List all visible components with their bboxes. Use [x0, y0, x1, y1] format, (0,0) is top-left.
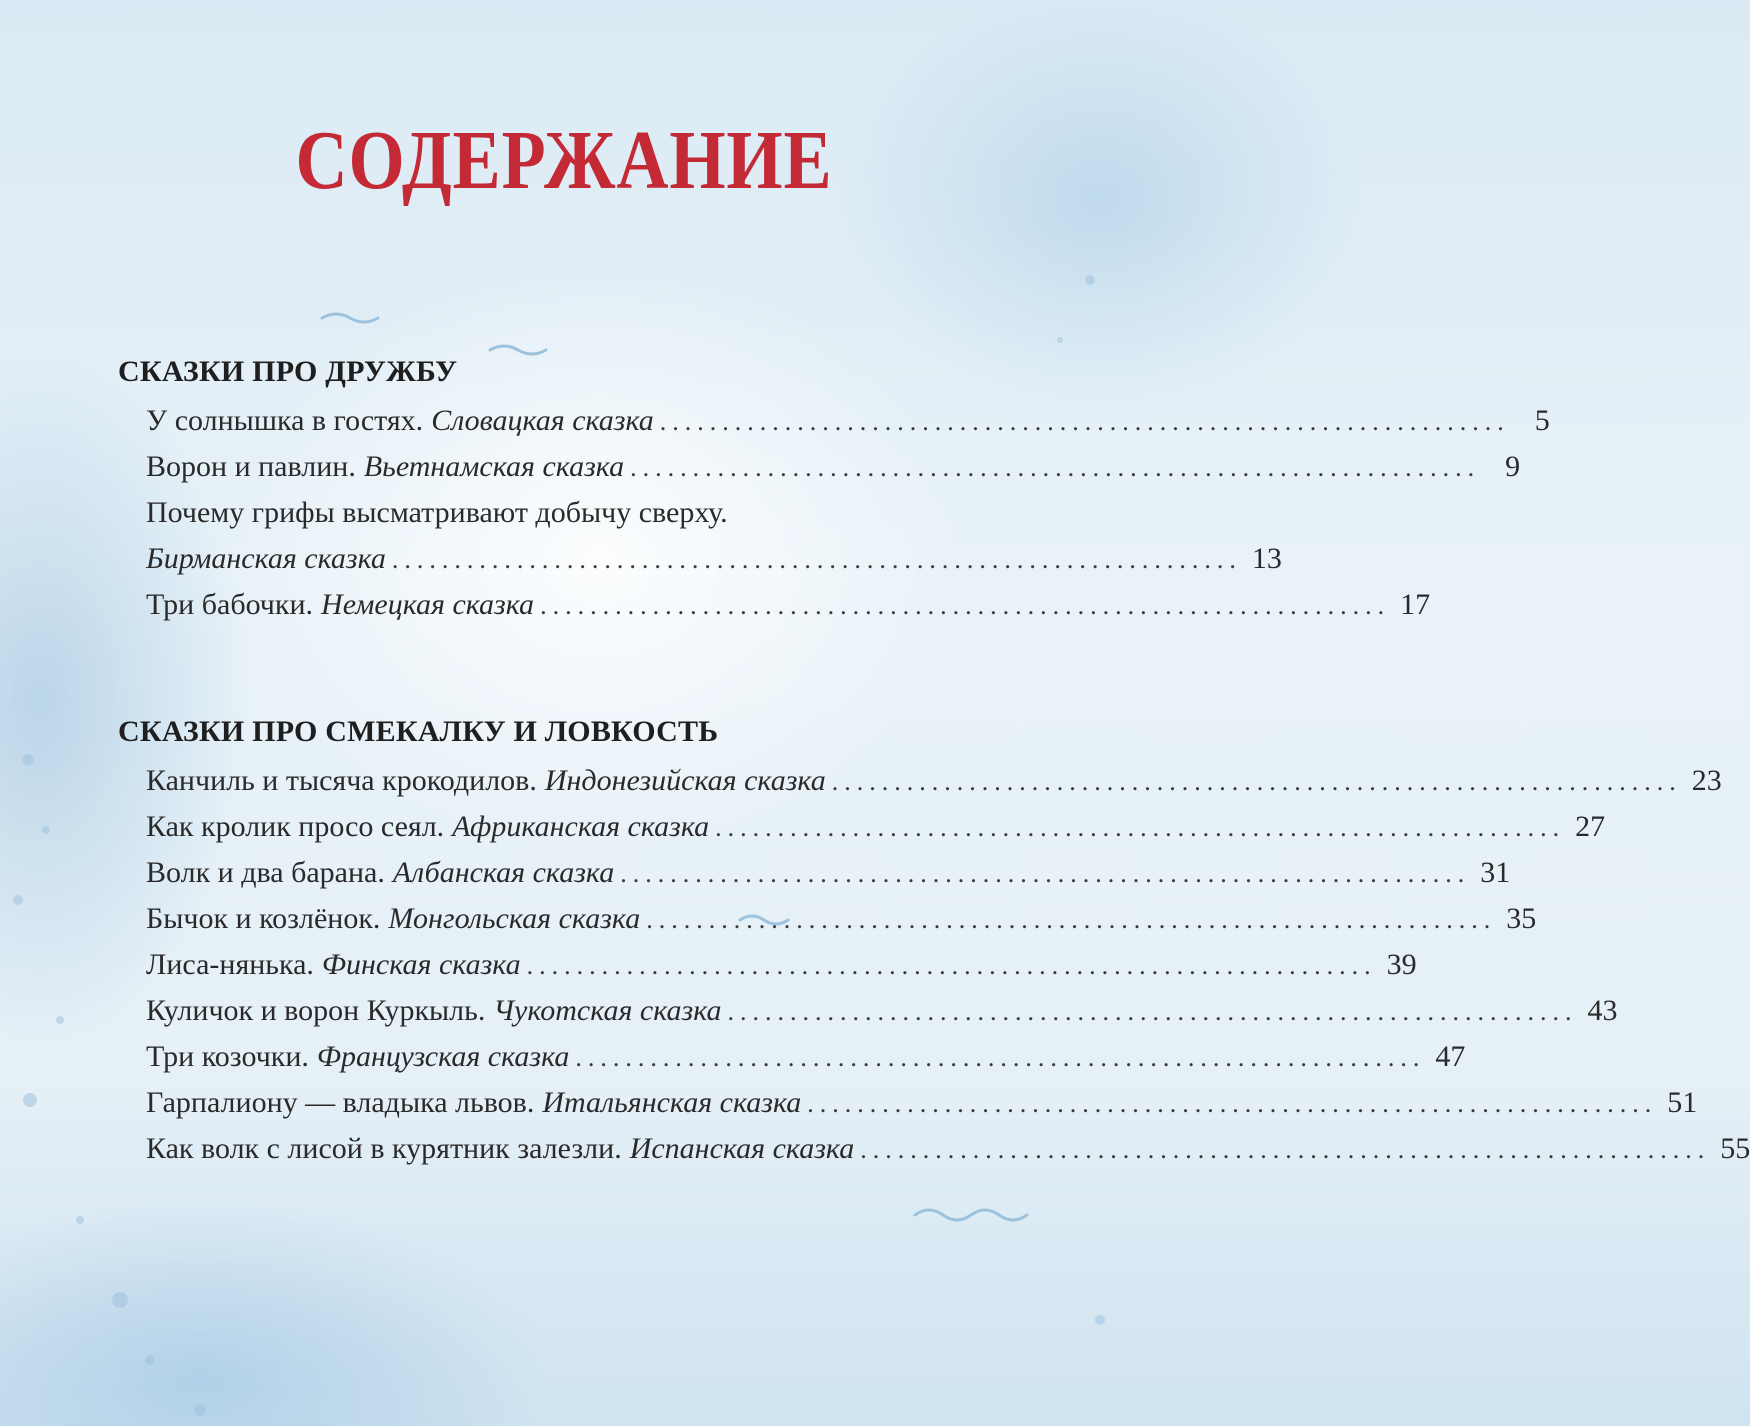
toc-entry[interactable] [146, 758, 1722, 804]
entry-title: Бычок и козлёнок. [146, 902, 381, 935]
entry-page: 35 [1506, 902, 1537, 935]
entry-origin: Африканская сказка [452, 810, 710, 843]
wave-ornament [915, 1210, 1027, 1220]
entry-origin: Испанская сказка [629, 1132, 855, 1165]
dot-leader: .................................................................... [620, 859, 1471, 888]
entry-title: Гарпалиону — владыка львов. [146, 1086, 535, 1119]
entry-title: Три козочки. [146, 1040, 309, 1073]
toc-section-wit [118, 710, 1750, 1172]
toc-entry[interactable] [146, 444, 1521, 490]
toc-entry[interactable] [146, 536, 1282, 582]
dot-leader: .................................................................... [630, 453, 1481, 482]
dot-leader: .................................................................... [646, 905, 1497, 934]
entry-title: Волк и два барана. [146, 856, 385, 889]
dot-leader: .................................................................... [575, 1043, 1426, 1072]
entry-page: 23 [1691, 764, 1722, 797]
entry-origin: Монгольская сказка [388, 902, 641, 935]
entry-page: 9 [1505, 450, 1521, 483]
entry-title: Канчиль и тысяча крокодилов. [146, 764, 537, 797]
toc-entry[interactable] [146, 1034, 1466, 1080]
entry-page: 17 [1400, 588, 1431, 621]
toc-entry[interactable] [146, 1126, 1750, 1172]
entry-origin: Индонезийская сказка [544, 764, 826, 797]
dot-leader: .................................................................... [727, 997, 1578, 1026]
page-title: СОДЕРЖАНИЕ [295, 114, 833, 207]
entry-page: 43 [1587, 994, 1618, 1027]
entry-title: У солнышка в гостях. [146, 404, 424, 437]
entry-page: 27 [1575, 810, 1606, 843]
entry-page: 13 [1251, 542, 1282, 575]
entry-title: Лиса-нянька. [146, 948, 314, 981]
section-heading: СКАЗКИ ПРО СМЕКАЛКУ И ЛОВКОСТЬ [118, 715, 719, 748]
toc-entry[interactable] [146, 988, 1618, 1034]
toc-entry[interactable] [146, 850, 1511, 896]
entry-origin: Бирманская сказка [146, 542, 386, 575]
toc-entry[interactable] [146, 804, 1606, 850]
entry-page: 39 [1386, 948, 1417, 981]
toc-entry[interactable] [146, 896, 1537, 942]
dot-leader: .................................................................... [860, 1135, 1711, 1164]
entry-page: 5 [1534, 404, 1550, 437]
entry-origin: Вьетнамская сказка [363, 450, 625, 483]
toc-entry[interactable] [146, 582, 1431, 628]
toc-section-friendship [118, 350, 1550, 628]
dot-leader: .................................................................... [715, 813, 1566, 842]
entry-origin: Французская сказка [316, 1040, 570, 1073]
wave-ornament [322, 314, 378, 322]
entry-page: 31 [1480, 856, 1511, 889]
entry-title: Как волк с лисой в курятник залезли. [146, 1132, 622, 1165]
toc-list [118, 398, 1550, 628]
entry-origin: Албанская сказка [392, 856, 615, 889]
toc-entry-title-line[interactable] [146, 490, 1058, 536]
entry-origin: Финская сказка [321, 948, 521, 981]
toc-entry[interactable] [146, 1080, 1698, 1126]
dot-leader: .................................................................... [831, 767, 1682, 796]
entry-page: 55 [1720, 1132, 1750, 1165]
entry-page: 47 [1435, 1040, 1466, 1073]
toc-list [118, 758, 1750, 1172]
entry-title: Три бабочки. [146, 588, 314, 621]
entry-origin: Словацкая сказка [431, 404, 654, 437]
dot-leader: .................................................................... [540, 591, 1391, 620]
section-heading: СКАЗКИ ПРО ДРУЖБУ [118, 355, 458, 388]
entry-title: Почему грифы высматривают добычу сверху. [146, 496, 728, 529]
entry-title: Ворон и павлин. [146, 450, 356, 483]
dot-leader: .................................................................... [807, 1089, 1658, 1118]
dot-leader: .................................................................... [526, 951, 1377, 980]
dot-leader: .................................................................... [659, 407, 1510, 436]
entry-page: 51 [1667, 1086, 1698, 1119]
entry-origin: Итальянская сказка [542, 1086, 802, 1119]
toc-entry[interactable] [146, 398, 1550, 444]
dot-leader: .................................................................... [391, 545, 1242, 574]
toc-entry[interactable] [146, 942, 1417, 988]
entry-origin: Чукотская сказка [493, 994, 722, 1027]
entry-title: Куличок и ворон Куркыль. [146, 994, 486, 1027]
entry-title: Как кролик просо сеял. [146, 810, 445, 843]
entry-origin: Немецкая сказка [321, 588, 535, 621]
